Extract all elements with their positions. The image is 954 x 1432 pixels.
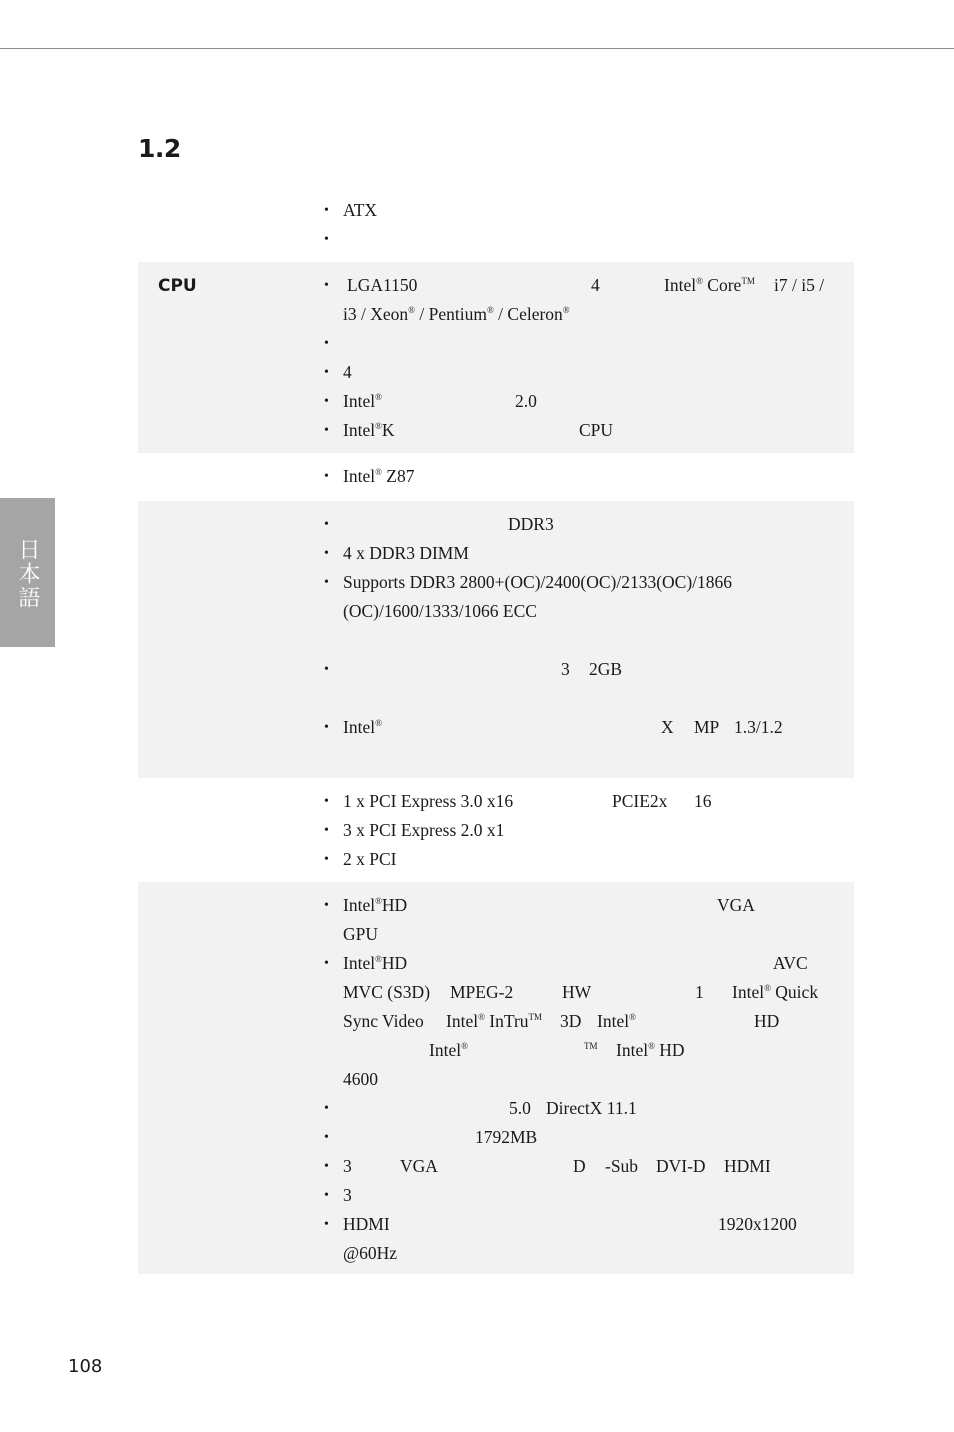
cpu-socket: LGA1150	[347, 275, 418, 295]
graphics-line-12: • HDMI 1920x1200	[343, 1210, 390, 1239]
cpu-models: i7 / i5 /	[774, 275, 825, 295]
graphics-line-10: • 3 VGA D -Sub DVI-D HDMI	[343, 1152, 352, 1181]
memory-section: DDR3 • 4 x DDR3 DIMM • Supports DDR3 2800+(OC)/2400(OC)/2133(OC)/1866 (OC)/1600/1333/1066 ECC 3 2GB • Intel® X MP 1.3/1.2	[138, 501, 854, 778]
graphics-line-3: • Intel®HD AVC	[343, 949, 407, 978]
cpu-brand: Intel® Core™	[664, 275, 755, 295]
cpu-line-4: • 4	[343, 358, 352, 387]
chipset-section	[138, 453, 854, 501]
slots-line-3: • 2 x PCI	[343, 845, 396, 874]
slots-line-1: • 1 x PCI Express 3.0 x16 PCIE2x 16	[343, 787, 513, 816]
chipset-line-1: • Intel® Z87	[343, 462, 415, 491]
cpu-section	[138, 262, 854, 453]
memory-line-4: (OC)/1600/1333/1066 ECC	[343, 601, 537, 621]
cpu-line-5: • Intel® 2.0	[343, 387, 382, 416]
graphics-line-13: @60Hz	[343, 1243, 398, 1263]
formfactor-section	[138, 192, 854, 262]
memory-line-2: • 4 x DDR3 DIMM	[343, 539, 469, 568]
graphics-line-4: MVC (S3D) MPEG-2 HW 1 Intel® Quick	[343, 982, 819, 1002]
language-tab-label: 日本語	[15, 538, 40, 610]
graphics-line-1: • Intel®HD VGA	[343, 891, 407, 920]
graphics-line-5: Sync Video Intel® InTru™ 3D Intel® HD	[343, 1011, 780, 1031]
graphics-line-2: GPU	[343, 924, 379, 944]
graphics-section: • Intel®HD VGA GPU • Intel®HD AVC MVC (S3D) MPEG-2 HW 1 Intel® Quick Sync Video Intel® InTru™ 3D Intel® HD Intel® ™ Intel® HD 4600 5.0 DirectX 11.1 1792MB • 3 VGA D -Sub DVI-D HDMI • 3 • HDMI 1920x1200 @60Hz	[138, 882, 854, 1274]
formfactor-line-1	[343, 196, 377, 225]
section-heading: 1.2	[138, 134, 181, 163]
top-rule	[0, 48, 954, 49]
graphics-line-11: • 3	[343, 1181, 352, 1210]
page-number: 108	[68, 1356, 103, 1377]
cpu-count: 4	[591, 275, 600, 295]
slots-line-2: • 3 x PCI Express 2.0 x1	[343, 816, 504, 845]
cpu-line-6: • Intel®K CPU	[343, 416, 395, 445]
cpu-line-2: i3 / Xeon® / Pentium® / Celeron®	[343, 304, 570, 324]
memory-line-3: • Supports DDR3 2800+(OC)/2400(OC)/2133(OC)/1866	[343, 568, 732, 597]
memory-line-6: • Intel® X MP 1.3/1.2	[343, 713, 382, 742]
formfactor-value: ATX	[343, 200, 378, 220]
slots-section	[138, 778, 854, 882]
graphics-line-7: 4600	[343, 1069, 378, 1089]
cpu-label: CPU	[158, 276, 197, 296]
